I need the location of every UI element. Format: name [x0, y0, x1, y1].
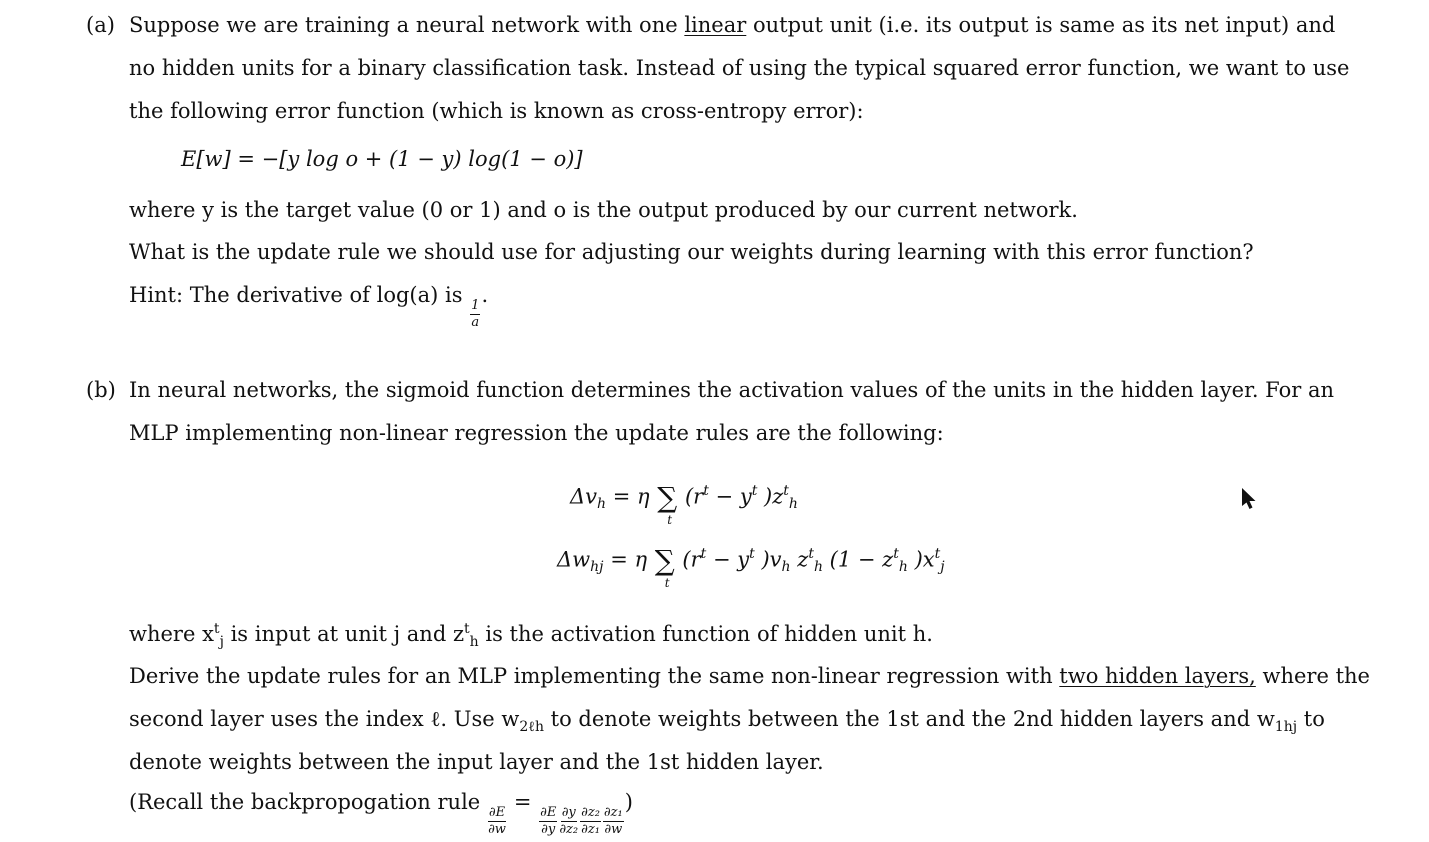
recall-r4-fraction: [603, 806, 624, 836]
eq1-term-end: )z: [764, 484, 784, 509]
part-a-line-2: no hidden units for a binary classification task. Instead of using the typical squared error function, we want to use: [129, 56, 1350, 80]
recall-r4-num: ∂z₁: [603, 805, 623, 821]
recall-suffix: ): [624, 790, 633, 814]
line5-suffix: to: [1303, 707, 1325, 731]
line3-suffix: is the activation function of hidden unit h.: [485, 622, 933, 646]
recall-r3-den: ∂z₁: [581, 821, 600, 837]
eq2-sum-symbol: ∑ t: [654, 544, 675, 590]
eq2-term-6-sup: t: [934, 546, 941, 563]
part-a-line-4: where y is the target value (0 or 1) and o is the output produced by our current network.: [129, 198, 1078, 222]
eq2-term-4-sup: t: [808, 546, 814, 563]
part-a-line-1-suffix: output unit (i.e. its output is same as its net input) and: [752, 13, 1336, 37]
recall-r3-num: ∂z₂: [581, 805, 600, 821]
eq1-term-sup-1: t: [703, 483, 709, 500]
equation-delta-v: [570, 481, 798, 527]
eq2-term-2: − y: [712, 547, 750, 572]
eq2-term-2-sup: t: [749, 546, 755, 563]
line3-prefix: where x: [129, 622, 214, 646]
recall-lhs-fraction: [488, 806, 506, 836]
equation-delta-w: [557, 544, 945, 590]
recall-lhs-num: ∂E: [488, 805, 506, 821]
eq1-term-end-sub: h: [788, 496, 798, 513]
part-a-label: (a): [86, 13, 115, 37]
hint-prefix: Hint: The derivative of log(a) is: [129, 283, 463, 307]
part-a-line-1-prefix: Suppose we are training a neural network with one: [129, 13, 678, 37]
eq2-term-4: z: [797, 547, 809, 572]
eq1-term: (r: [684, 484, 704, 509]
eq1-term-sup-2: t: [751, 483, 758, 500]
eq1-term-mid: − y: [715, 484, 752, 509]
recall-prefix: (Recall the backpropogation rule: [129, 790, 481, 814]
part-a-line-1: [129, 13, 1336, 37]
line5-sub-2: 1hj: [1274, 718, 1298, 735]
recall-r2-num: ∂y: [561, 805, 576, 821]
recall-r2-fraction: [559, 806, 578, 836]
line3-mid: is input at unit j and z: [230, 622, 465, 646]
recall-equals: =: [513, 790, 532, 814]
eq1-sum-sub: t: [667, 513, 673, 527]
eq2-term-3-sub: h: [781, 559, 791, 576]
part-b-label: (b): [86, 378, 116, 402]
part-b-line-3: [129, 620, 933, 650]
part-a-hint: [129, 283, 488, 329]
line3-z-sub: h: [469, 633, 479, 650]
part-b-line-1: In neural networks, the sigmoid function determines the activation values of the units in the hidden layer. For an: [129, 378, 1334, 402]
eq1-left-sub: h: [597, 496, 607, 513]
eq2-sum-sub: t: [664, 576, 670, 590]
two-hidden-layers-underlined: two hidden layers,: [1059, 664, 1256, 688]
hint-frac-num: 1: [471, 298, 480, 314]
eq2-right: = η: [610, 547, 648, 572]
part-b-line-6: denote weights between the input layer and the 1st hidden layer.: [129, 750, 824, 774]
line5-mid: to denote weights between the 1st and the 2nd hidden layers and w: [550, 707, 1275, 731]
line4-suffix: where the: [1262, 664, 1370, 688]
part-b-recall: [129, 790, 633, 836]
recall-r3-fraction: [580, 806, 601, 836]
eq1-sum-symbol: ∑ t: [657, 481, 678, 527]
mouse-pointer-icon: [1240, 487, 1258, 511]
hint-fraction: [470, 299, 480, 329]
recall-r1-fraction: [539, 806, 557, 836]
part-b-line-4: [129, 664, 1370, 688]
line3-x-sub: j: [219, 633, 224, 650]
eq2-left: Δw: [557, 547, 591, 572]
eq2-term-6-sub: j: [940, 559, 945, 576]
eq2-term-3: )v: [761, 547, 782, 572]
part-a-equation: E[w] = −[y log o + (1 − y) log(1 − o)]: [181, 147, 583, 171]
recall-r1-num: ∂E: [540, 805, 557, 821]
line5-sub-1: 2ℓh: [519, 718, 544, 735]
eq2-term-6: )x: [914, 547, 935, 572]
linear-underlined: linear: [684, 13, 747, 37]
eq2-left-sub: hj: [590, 559, 604, 576]
line3-z-sup: t: [464, 620, 470, 637]
part-b-line-2: MLP implementing non-linear regression the update rules are the following:: [129, 421, 944, 445]
recall-r1-den: ∂y: [541, 821, 556, 837]
eq1-term-end-sup: t: [783, 483, 789, 500]
recall-lhs-den: ∂w: [488, 821, 506, 837]
part-b-line-5: [129, 707, 1325, 735]
part-a-line-3: the following error function (which is known as cross-entropy error):: [129, 99, 864, 123]
eq1-right: = η: [612, 484, 650, 509]
eq1-left: Δv: [570, 484, 598, 509]
hint-suffix: .: [481, 283, 489, 307]
eq2-term-4-sub: h: [813, 559, 823, 576]
line5-prefix: second layer uses the index ℓ. Use w: [129, 707, 520, 731]
part-a-line-5: What is the update rule we should use for adjusting our weights during learning with this error function?: [129, 240, 1254, 264]
eq2-term-5-sup: t: [893, 546, 899, 563]
eq2-term-5-sub: h: [898, 559, 908, 576]
line4-prefix: Derive the update rules for an MLP implementing the same non-linear regression with: [129, 664, 1053, 688]
eq2-term-5: (1 − z: [829, 547, 894, 572]
line3-x-sup: t: [213, 620, 220, 637]
recall-r4-den: ∂w: [604, 821, 623, 837]
eq2-term-1-sup: t: [700, 546, 707, 563]
recall-r2-den: ∂z₂: [559, 821, 579, 837]
eq2-term-1: (r: [682, 547, 701, 572]
hint-frac-den: a: [471, 314, 480, 330]
